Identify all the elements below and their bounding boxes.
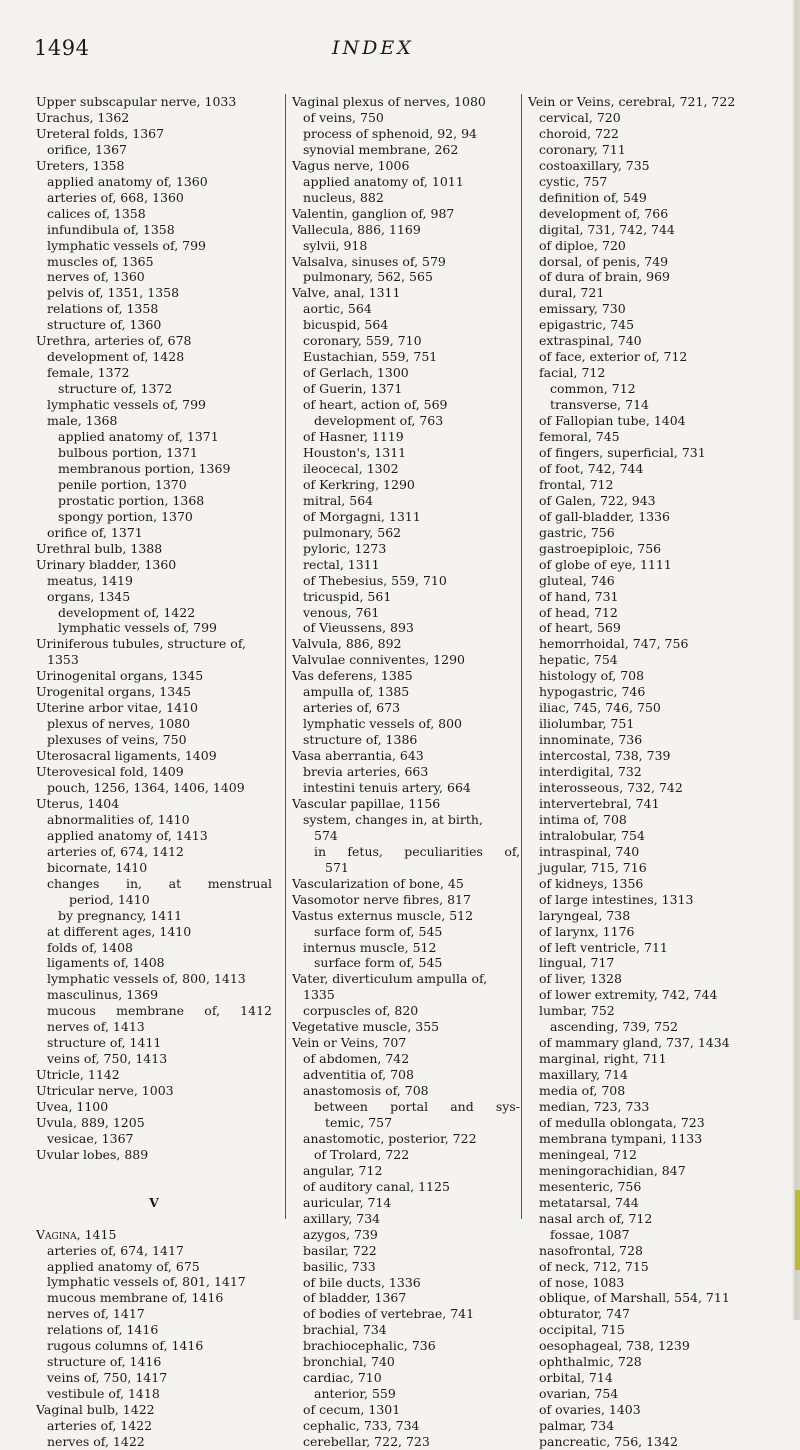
index-entry: structure of, 1386 xyxy=(303,732,418,748)
index-entry: of larynx, 1176 xyxy=(539,923,635,939)
index-entry: iliac, 745, 746, 750 xyxy=(539,700,661,716)
index-entry: metatarsal, 744 xyxy=(539,1194,639,1210)
index-entry: femoral, 745 xyxy=(539,429,620,445)
index-entry: Vasa aberrantia, 643 xyxy=(292,748,424,764)
index-entry: basilar, 722 xyxy=(303,1242,377,1258)
index-entry: anastomosis of, 708 xyxy=(303,1083,429,1099)
index-entry: arteries of, 674, 1417 xyxy=(47,1242,184,1258)
index-entry: emissary, 730 xyxy=(539,301,626,317)
index-entry: of face, exterior of, 712 xyxy=(539,349,688,365)
index-entry: Vein or Veins, cerebral, 721, 722 xyxy=(528,94,736,109)
index-entry: of head, 712 xyxy=(539,604,618,620)
index-entry: basilic, 733 xyxy=(303,1258,376,1274)
index-entry: Uvular lobes, 889 xyxy=(36,1146,149,1162)
index-entry: relations of, 1358 xyxy=(47,301,159,317)
index-entry: membrana tympani, 1133 xyxy=(539,1130,703,1146)
index-entry: structure of, 1416 xyxy=(47,1354,162,1370)
index-entry: development of, 766 xyxy=(539,205,669,221)
index-entry: choroid, 722 xyxy=(539,125,619,141)
index-entry: of Fallopian tube, 1404 xyxy=(539,413,686,429)
index-entry: of heart, 569 xyxy=(539,620,621,636)
index-entry: intima of, 708 xyxy=(539,811,627,827)
index-entry: of left ventricle, 711 xyxy=(539,939,668,955)
index-entry: 571 xyxy=(325,859,349,875)
index-entry: rectal, 1311 xyxy=(303,556,380,572)
index-entry: of hand, 731 xyxy=(539,588,619,604)
index-entry: development of, 763 xyxy=(314,413,444,429)
index-entry: palmar, 734 xyxy=(539,1418,615,1434)
index-entry: innominate, 736 xyxy=(539,732,643,748)
index-entry: aortic, 564 xyxy=(303,301,372,317)
index-entry: of medulla oblongata, 723 xyxy=(539,1115,705,1130)
index-entry: veins of, 750, 1413 xyxy=(47,1051,168,1067)
index-entry: temic, 757 xyxy=(325,1115,393,1130)
index-entry: nerves of, 1413 xyxy=(47,1019,145,1035)
index-entry: lumbar, 752 xyxy=(539,1003,615,1019)
index-entry: development of, 1428 xyxy=(47,349,185,365)
index-entry: anastomotic, posterior, 722 xyxy=(303,1130,477,1146)
index-entry: media of, 708 xyxy=(539,1083,626,1099)
index-entry: Uterovesical fold, 1409 xyxy=(36,764,184,780)
index-entry: arteries of, 673 xyxy=(303,700,401,716)
index-entry: nasal arch of, 712 xyxy=(539,1210,653,1226)
index-entry: Urachus, 1362 xyxy=(36,109,130,125)
index-entry: Uterine arbor vitae, 1410 xyxy=(36,700,198,716)
index-entry: obturator, 747 xyxy=(539,1306,630,1322)
index-entry: ovarian, 754 xyxy=(539,1386,619,1402)
index-entry: masculinus, 1369 xyxy=(47,987,159,1003)
index-entry: auricular, 714 xyxy=(303,1194,392,1210)
index-entry: ampulla of, 1385 xyxy=(303,684,410,700)
index-entry: gluteal, 746 xyxy=(539,572,615,588)
index-entry: Uvula, 889, 1205 xyxy=(36,1115,145,1130)
index-entry: of bladder, 1367 xyxy=(303,1290,407,1306)
index-entry: Uterus, 1404 xyxy=(36,795,120,811)
index-entry: oblique, of Marshall, 554, 711 xyxy=(539,1290,730,1306)
index-entry: structure of, 1411 xyxy=(47,1035,162,1051)
index-entry: occipital, 715 xyxy=(539,1322,625,1338)
index-entry: lymphatic vessels of, 800 xyxy=(303,716,462,732)
spacer xyxy=(36,1179,272,1195)
index-entry: fossae, 1087 xyxy=(550,1226,630,1242)
index-entry: of ovaries, 1403 xyxy=(539,1402,641,1418)
index-entry: of neck, 712, 715 xyxy=(539,1258,649,1274)
index-entry: Ureteral folds, 1367 xyxy=(36,125,165,141)
index-entry: angular, 712 xyxy=(303,1162,383,1178)
index-entry: of globe of eye, 1111 xyxy=(539,556,672,572)
index-entry: Vaginal bulb, 1422 xyxy=(36,1402,155,1418)
index-entry: relations of, 1416 xyxy=(47,1322,159,1338)
index-entry: of abdomen, 742 xyxy=(303,1051,410,1067)
index-entry: Valvulae conniventes, 1290 xyxy=(292,652,465,668)
index-entry: ileocecal, 1302 xyxy=(303,460,399,476)
index-entry: internus muscle, 512 xyxy=(303,939,437,955)
index-entry: Vagus nerve, 1006 xyxy=(292,157,410,173)
index-entry: meningorachidian, 847 xyxy=(539,1162,686,1178)
index-entry: infundibula of, 1358 xyxy=(47,221,175,237)
index-entry: 574 xyxy=(314,827,338,843)
index-entry: applied anatomy of, 1360 xyxy=(47,173,208,189)
index-entry: meatus, 1419 xyxy=(47,572,133,588)
index-entry: epigastric, 745 xyxy=(539,317,635,333)
index-entry: 1335 xyxy=(303,987,335,1003)
index-entry: of lower extremity, 742, 744 xyxy=(539,987,718,1003)
index-entry: facial, 712 xyxy=(539,365,606,381)
index-entry: Vas deferens, 1385 xyxy=(292,668,413,684)
index-entry: cardiac, 710 xyxy=(303,1370,382,1386)
index-entry: pulmonary, 562, 565 xyxy=(303,269,433,285)
index-entry: synovial membrane, 262 xyxy=(303,141,459,157)
spacer xyxy=(36,1163,272,1179)
index-entry: applied anatomy of, 1011 xyxy=(303,173,464,189)
index-entry: system, changes in, at birth, xyxy=(303,811,483,827)
index-entry: of large intestines, 1313 xyxy=(539,891,694,907)
index-entry: between portal and sys- xyxy=(314,1099,520,1115)
index-entry: structure of, 1360 xyxy=(47,317,162,333)
index-column-3 xyxy=(528,94,778,1450)
index-entry: changes in, at menstrual xyxy=(47,875,272,891)
index-entry: meningeal, 712 xyxy=(539,1146,638,1162)
index-entry: Utricular nerve, 1003 xyxy=(36,1083,174,1099)
index-entry: hepatic, 754 xyxy=(539,652,618,668)
index-entry: ligaments of, 1408 xyxy=(47,955,165,971)
index-entry: pouch, 1256, 1364, 1406, 1409 xyxy=(47,779,245,795)
running-head: INDEX xyxy=(332,37,414,59)
index-entry: pyloric, 1273 xyxy=(303,540,387,556)
index-entry: mucous membrane of, 1416 xyxy=(47,1290,224,1306)
index-entry: lymphatic vessels of, 800, 1413 xyxy=(47,971,246,987)
index-entry: adventitia of, 708 xyxy=(303,1067,414,1083)
index-entry: Vasomotor nerve fibres, 817 xyxy=(292,891,471,907)
index-entry: tricuspid, 561 xyxy=(303,588,392,604)
index-entry: of dura of brain, 969 xyxy=(539,269,670,285)
index-entry: gastroepiploic, 756 xyxy=(539,540,662,556)
index-entry: brachial, 734 xyxy=(303,1322,387,1338)
index-entry: Vascularization of bone, 45 xyxy=(292,875,464,891)
index-entry: bulbous portion, 1371 xyxy=(58,444,198,460)
index-entry: digital, 731, 742, 744 xyxy=(539,221,675,237)
index-entry: jugular, 715, 716 xyxy=(539,859,647,875)
page-edge-mark xyxy=(795,1190,800,1270)
index-entry: folds of, 1408 xyxy=(47,939,134,955)
index-entry: gastric, 756 xyxy=(539,524,615,540)
index-entry: azygos, 739 xyxy=(303,1226,378,1242)
index-entry: of nose, 1083 xyxy=(539,1274,625,1290)
index-entry: arteries of, 668, 1360 xyxy=(47,189,184,205)
index-entry: membranous portion, 1369 xyxy=(58,460,231,476)
index-entry: oesophageal, 738, 1239 xyxy=(539,1338,690,1354)
index-entry: Vagina, 1415 xyxy=(36,1226,117,1242)
index-entry: intercostal, 738, 739 xyxy=(539,748,671,764)
index-entry: lymphatic vessels of, 799 xyxy=(47,237,206,253)
index-entry: nerves of, 1417 xyxy=(47,1306,145,1322)
index-entry: of diploe, 720 xyxy=(539,237,626,253)
index-entry: pancreatic, 756, 1342 xyxy=(539,1434,678,1450)
index-entry: penile portion, 1370 xyxy=(58,476,187,492)
index-entry: surface form of, 545 xyxy=(314,955,443,971)
index-entry: in fetus, peculiarities of, xyxy=(314,843,520,859)
index-entry: nucleus, 882 xyxy=(303,189,384,205)
index-entry: intraspinal, 740 xyxy=(539,843,640,859)
index-entry: of fingers, superficial, 731 xyxy=(539,444,706,460)
index-entry: organs, 1345 xyxy=(47,588,131,604)
index-entry: Vein or Veins, 707 xyxy=(292,1035,407,1051)
index-entry: hemorrhoidal, 747, 756 xyxy=(539,636,689,652)
index-entry: mucous membrane of, 1412 xyxy=(47,1003,272,1019)
index-entry: lymphatic vessels of, 799 xyxy=(47,397,206,413)
index-entry: arteries of, 674, 1412 xyxy=(47,843,184,859)
index-entry: rugous columns of, 1416 xyxy=(47,1338,204,1354)
index-entry: brachiocephalic, 736 xyxy=(303,1338,436,1354)
page-number: 1494 xyxy=(34,36,90,60)
index-entry: frontal, 712 xyxy=(539,476,614,492)
index-entry: coronary, 711 xyxy=(539,141,626,157)
index-entry: Upper subscapular nerve, 1033 xyxy=(36,94,237,109)
index-entry: extraspinal, 740 xyxy=(539,333,642,349)
index-entry: vestibule of, 1418 xyxy=(47,1386,160,1402)
column-rule xyxy=(521,94,522,1219)
index-entry: sylvii, 918 xyxy=(303,237,368,253)
index-entry: at different ages, 1410 xyxy=(47,923,192,939)
index-entry: interosseous, 732, 742 xyxy=(539,779,683,795)
index-entry: arteries of, 1422 xyxy=(47,1418,153,1434)
index-entry: of foot, 742, 744 xyxy=(539,460,644,476)
index-entry: mitral, 564 xyxy=(303,492,374,508)
index-entry: Vater, diverticulum ampulla of, xyxy=(292,971,488,987)
index-entry: ophthalmic, 728 xyxy=(539,1354,642,1370)
index-entry: corpuscles of, 820 xyxy=(303,1003,419,1019)
index-entry: maxillary, 714 xyxy=(539,1067,628,1083)
index-entry: plexuses of veins, 750 xyxy=(47,732,187,748)
index-entry: by pregnancy, 1411 xyxy=(58,907,183,923)
index-entry: structure of, 1372 xyxy=(58,381,173,397)
index-entry: of Galen, 722, 943 xyxy=(539,492,656,508)
index-entry: definition of, 549 xyxy=(539,189,647,205)
index-entry: veins of, 750, 1417 xyxy=(47,1370,168,1386)
index-entry: bicuspid, 564 xyxy=(303,317,389,333)
index-column-1 xyxy=(36,94,272,1450)
index-entry: of Vieussens, 893 xyxy=(303,620,414,636)
index-entry: of bile ducts, 1336 xyxy=(303,1274,421,1290)
index-entry: calices of, 1358 xyxy=(47,205,146,221)
index-entry: cerebellar, 722, 723 xyxy=(303,1434,430,1450)
index-entry: applied anatomy of, 1413 xyxy=(47,827,208,843)
index-entry: applied anatomy of, 1371 xyxy=(58,429,219,445)
index-entry: intervertebral, 741 xyxy=(539,795,660,811)
index-entry: iliolumbar, 751 xyxy=(539,716,635,732)
index-column-2 xyxy=(292,94,520,1450)
index-entry: development of, 1422 xyxy=(58,604,196,620)
index-entry: intralobular, 754 xyxy=(539,827,645,843)
index-entry: Uvea, 1100 xyxy=(36,1099,109,1115)
index-entry: bicornate, 1410 xyxy=(47,859,148,875)
index-entry: Urinary bladder, 1360 xyxy=(36,556,177,572)
index-entry: applied anatomy of, 675 xyxy=(47,1258,200,1274)
section-letter: V xyxy=(149,1194,159,1210)
index-entry: Urethra, arteries of, 678 xyxy=(36,333,192,349)
index-entry: venous, 761 xyxy=(303,604,380,620)
index-entry: intestini tenuis artery, 664 xyxy=(303,779,471,795)
index-entry: lymphatic vessels of, 801, 1417 xyxy=(47,1274,246,1290)
index-entry: nerves of, 1360 xyxy=(47,269,145,285)
index-entry: anterior, 559 xyxy=(314,1386,396,1402)
index-entry: Valentin, ganglion of, 987 xyxy=(292,205,455,221)
index-entry: ascending, 739, 752 xyxy=(550,1019,678,1035)
index-entry: of Kerkring, 1290 xyxy=(303,476,415,492)
index-entry: Vascular papillae, 1156 xyxy=(292,795,441,811)
index-entry: hypogastric, 746 xyxy=(539,684,646,700)
index-entry: Valsalva, sinuses of, 579 xyxy=(292,253,446,269)
index-entry: abnormalities of, 1410 xyxy=(47,811,190,827)
index-entry: vesicae, 1367 xyxy=(47,1130,134,1146)
index-entry: female, 1372 xyxy=(47,365,130,381)
index-entry: 1353 xyxy=(47,652,79,668)
index-entry: of gall-bladder, 1336 xyxy=(539,508,671,524)
index-entry: Uriniferous tubules, structure of, xyxy=(36,636,246,652)
index-entry: of Gerlach, 1300 xyxy=(303,365,409,381)
index-entry: male, 1368 xyxy=(47,413,118,429)
index-entry: Urinogenital organs, 1345 xyxy=(36,668,204,684)
index-entry: Vaginal plexus of nerves, 1080 xyxy=(292,94,486,109)
index-entry: cervical, 720 xyxy=(539,109,621,125)
index-entry: prostatic portion, 1368 xyxy=(58,492,205,508)
index-entry: of bodies of vertebrae, 741 xyxy=(303,1306,475,1322)
index-entry: Valve, anal, 1311 xyxy=(292,285,401,301)
index-entry: marginal, right, 711 xyxy=(539,1051,667,1067)
index-entry: process of sphenoid, 92, 94 xyxy=(303,125,477,141)
index-entry: Vallecula, 886, 1169 xyxy=(292,221,421,237)
index-entry: orbital, 714 xyxy=(539,1370,613,1386)
index-entry: lymphatic vessels of, 799 xyxy=(58,620,217,636)
index-entry: transverse, 714 xyxy=(550,397,649,413)
index-entry: laryngeal, 738 xyxy=(539,907,631,923)
index-entry: Vastus externus muscle, 512 xyxy=(292,907,474,923)
index-entry: Vegetative muscle, 355 xyxy=(292,1019,440,1035)
index-entry: orifice of, 1371 xyxy=(47,524,143,540)
index-entry: lingual, 717 xyxy=(539,955,615,971)
index-entry: of Guerin, 1371 xyxy=(303,381,403,397)
index-entry: of kidneys, 1356 xyxy=(539,875,644,891)
index-entry: of mammary gland, 737, 1434 xyxy=(539,1035,730,1051)
index-entry: pelvis of, 1351, 1358 xyxy=(47,285,180,301)
index-entry: Houston's, 1311 xyxy=(303,444,407,460)
index-entry: cephalic, 733, 734 xyxy=(303,1418,420,1434)
column-rule xyxy=(285,94,286,1219)
index-entry: of heart, action of, 569 xyxy=(303,397,448,413)
index-entry: dural, 721 xyxy=(539,285,605,301)
index-entry: Valvula, 886, 892 xyxy=(292,636,402,652)
index-entry: Urogenital organs, 1345 xyxy=(36,684,192,700)
index-entry: cystic, 757 xyxy=(539,173,608,189)
index-entry: of Trolard, 722 xyxy=(314,1146,410,1162)
index-entry: Uterosacral ligaments, 1409 xyxy=(36,748,217,764)
index-entry: axillary, 734 xyxy=(303,1210,381,1226)
index-entry: of cecum, 1301 xyxy=(303,1402,401,1418)
index-entry: median, 723, 733 xyxy=(539,1099,650,1115)
index-entry: surface form of, 545 xyxy=(314,923,443,939)
index-entry: of Thebesius, 559, 710 xyxy=(303,572,447,588)
index-entry: common, 712 xyxy=(550,381,636,397)
index-entry: spongy portion, 1370 xyxy=(58,508,193,524)
index-entry: brevia arteries, 663 xyxy=(303,764,429,780)
index-entry: nerves of, 1422 xyxy=(47,1434,145,1450)
index-entry: of Morgagni, 1311 xyxy=(303,508,421,524)
index-entry: of veins, 750 xyxy=(303,109,384,125)
index-entry: Eustachian, 559, 751 xyxy=(303,349,438,365)
index-entry: Utricle, 1142 xyxy=(36,1067,120,1083)
index-entry: nasofrontal, 728 xyxy=(539,1242,643,1258)
index-entry: mesenteric, 756 xyxy=(539,1178,642,1194)
index-entry: plexus of nerves, 1080 xyxy=(47,716,191,732)
index-entry: muscles of, 1365 xyxy=(47,253,154,269)
index-entry: Ureters, 1358 xyxy=(36,157,125,173)
index-entry: dorsal, of penis, 749 xyxy=(539,253,669,269)
index-entry: of liver, 1328 xyxy=(539,971,622,987)
index-entry: period, 1410 xyxy=(69,891,150,907)
index-entry: pulmonary, 562 xyxy=(303,524,402,540)
index-entry: coronary, 559, 710 xyxy=(303,333,422,349)
page-edge xyxy=(792,0,800,1320)
index-entry: bronchial, 740 xyxy=(303,1354,395,1370)
index-entry: histology of, 708 xyxy=(539,668,645,684)
index-entry: of Hasner, 1119 xyxy=(303,429,404,445)
index-entry: Urethral bulb, 1388 xyxy=(36,540,163,556)
spacer xyxy=(36,1211,272,1227)
index-entry: costoaxillary, 735 xyxy=(539,157,650,173)
index-entry: of auditory canal, 1125 xyxy=(303,1178,450,1194)
index-entry: interdigital, 732 xyxy=(539,764,642,780)
index-entry: orifice, 1367 xyxy=(47,141,127,157)
